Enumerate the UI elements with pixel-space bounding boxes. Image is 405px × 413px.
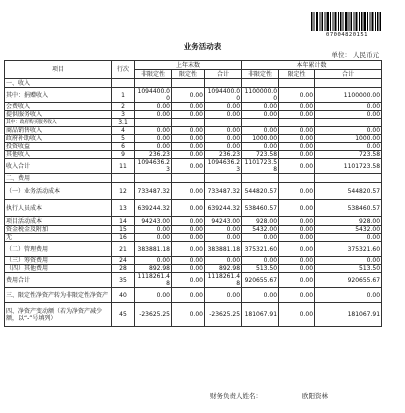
cell-prior-total: 383881.18 bbox=[205, 242, 242, 257]
cell-current-unrestricted: 513.50 bbox=[242, 265, 279, 273]
cell-prior-unrestricted: 94243.00 bbox=[135, 217, 172, 226]
table-body bbox=[5, 79, 382, 327]
cell-prior-restricted: 0.00 bbox=[172, 200, 205, 217]
cell-current-restricted: 0.00 bbox=[279, 217, 315, 226]
cell-current-total: 181067.91 bbox=[315, 303, 382, 327]
row-item-label: （一）业务活动成本 bbox=[5, 183, 112, 200]
row-item-label: 其中：捐赠收入 bbox=[5, 88, 112, 103]
row-item-label: 四、净资产变动额（若为净资产减少额，以“-”号填列） bbox=[5, 303, 112, 327]
cell-prior-restricted: 0.00 bbox=[172, 288, 205, 303]
cell-prior-unrestricted: 0.00 bbox=[135, 257, 172, 265]
cell-current-unrestricted: 1000.00 bbox=[242, 135, 279, 143]
cell-prior-unrestricted: 236.23 bbox=[135, 151, 172, 159]
row-item-label: （四）其他费用 bbox=[5, 265, 112, 273]
cell-current-restricted bbox=[279, 174, 315, 183]
row-item-label: 政府补助收入 bbox=[5, 135, 112, 143]
cell-prior-unrestricted: 1118261.48 bbox=[135, 273, 172, 288]
cell-prior-total: 892.98 bbox=[205, 265, 242, 273]
cell-prior-unrestricted bbox=[135, 174, 172, 183]
cell-current-restricted: 0.00 bbox=[279, 234, 315, 242]
header-prior-total: 合计 bbox=[205, 70, 242, 79]
cell-current-unrestricted: 928.00 bbox=[242, 217, 279, 226]
row-number: 28 bbox=[112, 265, 135, 273]
table-row bbox=[5, 103, 382, 111]
cell-prior-restricted: 0.00 bbox=[172, 217, 205, 226]
cell-prior-total: 1094400.00 bbox=[205, 88, 242, 103]
row-item-label: （二）管理费用 bbox=[5, 242, 112, 257]
cell-prior-total bbox=[205, 174, 242, 183]
cell-current-total: 544820.57 bbox=[315, 183, 382, 200]
row-number: 40 bbox=[112, 288, 135, 303]
cell-current-total: 1000.00 bbox=[315, 135, 382, 143]
cell-prior-total: -23625.25 bbox=[205, 303, 242, 327]
row-item-label: 投资收益 bbox=[5, 143, 112, 151]
cell-current-unrestricted: 0.00 bbox=[242, 234, 279, 242]
cell-current-total: 920655.67 bbox=[315, 273, 382, 288]
cell-current-total bbox=[315, 174, 382, 183]
cell-prior-total: 1094636.23 bbox=[205, 159, 242, 174]
cell-prior-total: 0.00 bbox=[205, 234, 242, 242]
cell-prior-restricted: 0.00 bbox=[172, 257, 205, 265]
cell-prior-restricted bbox=[172, 79, 205, 88]
cell-prior-total: 0.00 bbox=[205, 135, 242, 143]
cell-current-total: 538460.57 bbox=[315, 200, 382, 217]
cell-current-restricted: 0.00 bbox=[279, 135, 315, 143]
cell-prior-total: 0.00 bbox=[205, 288, 242, 303]
cell-current-unrestricted bbox=[242, 119, 279, 127]
table-row bbox=[5, 303, 382, 327]
footer bbox=[210, 391, 328, 400]
cell-current-restricted: 0.00 bbox=[279, 257, 315, 265]
cell-prior-total: 0.00 bbox=[205, 127, 242, 135]
cell-current-total: 0.00 bbox=[315, 127, 382, 135]
row-number: 9 bbox=[112, 151, 135, 159]
row-item-label: 费用合计 bbox=[5, 273, 112, 288]
cell-current-total: 0.00 bbox=[315, 103, 382, 111]
row-item-label: 三、限定性净资产转为非限定性净资产 bbox=[5, 288, 112, 303]
cell-current-total: 0.00 bbox=[315, 288, 382, 303]
cell-current-total: 1100000.00 bbox=[315, 88, 382, 103]
cell-current-unrestricted: 0.00 bbox=[242, 257, 279, 265]
cell-prior-unrestricted bbox=[135, 79, 172, 88]
cell-prior-unrestricted: 1094636.23 bbox=[135, 159, 172, 174]
cell-current-total: 0.00 bbox=[315, 143, 382, 151]
cell-prior-total bbox=[205, 79, 242, 88]
header-item: 项目 bbox=[5, 61, 112, 79]
cell-current-restricted: 0.00 bbox=[279, 127, 315, 135]
cell-current-restricted: 0.00 bbox=[279, 88, 315, 103]
row-item-label: （三）筹资费用 bbox=[5, 257, 112, 265]
cell-current-unrestricted: 5432.00 bbox=[242, 226, 279, 234]
cell-current-total: 928.00 bbox=[315, 217, 382, 226]
cell-prior-total: 0.00 bbox=[205, 103, 242, 111]
cell-prior-total: 0.00 bbox=[205, 257, 242, 265]
cell-current-restricted: 0.00 bbox=[279, 226, 315, 234]
table-row bbox=[5, 226, 382, 234]
cell-prior-restricted: 0.00 bbox=[172, 103, 205, 111]
header-prior-year: 上年末数 bbox=[135, 61, 242, 70]
row-number bbox=[112, 174, 135, 183]
table-row bbox=[5, 143, 382, 151]
cell-prior-unrestricted: 1094400.00 bbox=[135, 88, 172, 103]
row-number: 6 bbox=[112, 143, 135, 151]
table-row bbox=[5, 119, 382, 127]
table-row bbox=[5, 127, 382, 135]
table-row bbox=[5, 88, 382, 103]
cell-current-unrestricted: 538460.57 bbox=[242, 200, 279, 217]
row-number: 15 bbox=[112, 226, 135, 234]
row-number: 3 bbox=[112, 111, 135, 119]
cell-prior-restricted bbox=[172, 174, 205, 183]
cell-prior-restricted: 0.00 bbox=[172, 159, 205, 174]
row-number: 14 bbox=[112, 217, 135, 226]
cell-current-restricted: 0.00 bbox=[279, 143, 315, 151]
cell-current-unrestricted: 0.00 bbox=[242, 288, 279, 303]
cell-current-total: 0.00 bbox=[315, 234, 382, 242]
row-number: 13 bbox=[112, 200, 135, 217]
row-number: 5 bbox=[112, 135, 135, 143]
cell-current-restricted: 0.00 bbox=[279, 288, 315, 303]
cell-current-unrestricted: 1101723.58 bbox=[242, 159, 279, 174]
cell-current-restricted: 0.00 bbox=[279, 242, 315, 257]
cell-prior-unrestricted: 892.98 bbox=[135, 265, 172, 273]
table-row bbox=[5, 200, 382, 217]
row-number: 12 bbox=[112, 183, 135, 200]
barcode-image bbox=[311, 12, 381, 31]
cell-prior-unrestricted: 0.00 bbox=[135, 143, 172, 151]
header-prior-restricted: 限定性 bbox=[172, 70, 205, 79]
header-current-restricted: 限定性 bbox=[279, 70, 315, 79]
cell-current-restricted: 0.00 bbox=[279, 265, 315, 273]
cell-prior-total: 733487.32 bbox=[205, 183, 242, 200]
cell-prior-restricted: 0.00 bbox=[172, 242, 205, 257]
cell-current-total: 1101723.58 bbox=[315, 159, 382, 174]
cell-current-restricted: 0.00 bbox=[279, 273, 315, 288]
cell-current-unrestricted: 375321.60 bbox=[242, 242, 279, 257]
cell-current-unrestricted: 544820.57 bbox=[242, 183, 279, 200]
row-item-label: 无 bbox=[5, 234, 112, 242]
cell-current-restricted: 0.00 bbox=[279, 303, 315, 327]
row-item-label: 其他收入 bbox=[5, 151, 112, 159]
cell-prior-unrestricted: 0.00 bbox=[135, 103, 172, 111]
cell-current-unrestricted: 181067.91 bbox=[242, 303, 279, 327]
cell-current-unrestricted: 0.00 bbox=[242, 143, 279, 151]
cell-current-unrestricted: 0.00 bbox=[242, 111, 279, 119]
unit-value: 人民币元 bbox=[353, 51, 379, 59]
table-row bbox=[5, 111, 382, 119]
table-row bbox=[5, 234, 382, 242]
table-row bbox=[5, 79, 382, 88]
header-current-unrestricted: 非限定性 bbox=[242, 70, 279, 79]
row-number: 45 bbox=[112, 303, 135, 327]
table-row bbox=[5, 135, 382, 143]
currency-unit bbox=[330, 50, 380, 59]
cell-current-total bbox=[315, 79, 382, 88]
cell-prior-restricted: 0.00 bbox=[172, 88, 205, 103]
unit-label: 单位： bbox=[331, 51, 351, 59]
cell-prior-unrestricted: 639244.32 bbox=[135, 200, 172, 217]
row-item-label: 商品销售收入 bbox=[5, 127, 112, 135]
table-row bbox=[5, 242, 382, 257]
row-number: 4 bbox=[112, 127, 135, 135]
signature-name: 欧阳资林 bbox=[302, 392, 328, 400]
cell-prior-unrestricted: 0.00 bbox=[135, 135, 172, 143]
table-row bbox=[5, 217, 382, 226]
cell-prior-restricted: 0.00 bbox=[172, 143, 205, 151]
cell-current-unrestricted bbox=[242, 174, 279, 183]
row-number: 1 bbox=[112, 88, 135, 103]
header-row-no: 行次 bbox=[112, 61, 135, 79]
cell-prior-unrestricted: -23625.25 bbox=[135, 303, 172, 327]
row-number: 21 bbox=[112, 242, 135, 257]
cell-prior-total: 0.00 bbox=[205, 143, 242, 151]
table-row bbox=[5, 174, 382, 183]
cell-prior-restricted: 0.00 bbox=[172, 303, 205, 327]
cell-prior-restricted: 0.00 bbox=[172, 265, 205, 273]
cell-current-total bbox=[315, 119, 382, 127]
row-number: 3.1 bbox=[112, 119, 135, 127]
cell-prior-restricted: 0.00 bbox=[172, 183, 205, 200]
cell-prior-unrestricted: 0.00 bbox=[135, 288, 172, 303]
row-number: 24 bbox=[112, 257, 135, 265]
cell-prior-total: 0.00 bbox=[205, 111, 242, 119]
row-number: 11 bbox=[112, 159, 135, 174]
cell-prior-total: 0.00 bbox=[205, 226, 242, 234]
cell-current-restricted: 0.00 bbox=[279, 103, 315, 111]
cell-prior-restricted: 0.00 bbox=[172, 111, 205, 119]
cell-current-total: 513.50 bbox=[315, 265, 382, 273]
cell-current-total: 5432.00 bbox=[315, 226, 382, 234]
header-prior-unrestricted: 非限定性 bbox=[135, 70, 172, 79]
cell-current-restricted bbox=[279, 119, 315, 127]
cell-prior-total: 639244.32 bbox=[205, 200, 242, 217]
cell-current-restricted: 0.00 bbox=[279, 200, 315, 217]
cell-prior-unrestricted: 0.00 bbox=[135, 226, 172, 234]
cell-prior-restricted bbox=[172, 119, 205, 127]
table-row bbox=[5, 151, 382, 159]
cell-current-unrestricted: 1100000.00 bbox=[242, 88, 279, 103]
cell-prior-total: 1118261.48 bbox=[205, 273, 242, 288]
cell-current-restricted: 0.00 bbox=[279, 183, 315, 200]
cell-current-restricted bbox=[279, 79, 315, 88]
cell-current-unrestricted: 723.58 bbox=[242, 151, 279, 159]
footer-label: 财务负责人姓名： bbox=[210, 392, 262, 400]
row-number: 16 bbox=[112, 234, 135, 242]
cell-current-total: 0.00 bbox=[315, 257, 382, 265]
cell-current-total: 375321.60 bbox=[315, 242, 382, 257]
row-item-label: 其中：政府购买服务收入 bbox=[5, 119, 112, 127]
cell-current-unrestricted: 0.00 bbox=[242, 103, 279, 111]
cell-prior-total bbox=[205, 119, 242, 127]
cell-prior-restricted: 0.00 bbox=[172, 151, 205, 159]
table-row bbox=[5, 288, 382, 303]
cell-current-total: 0.00 bbox=[315, 111, 382, 119]
row-number bbox=[112, 79, 135, 88]
table-row bbox=[5, 183, 382, 200]
activity-statement-table bbox=[4, 60, 382, 327]
barcode-number: 07004820151 bbox=[326, 32, 368, 38]
header-current-year: 本年累计数 bbox=[242, 61, 382, 70]
cell-prior-restricted: 0.00 bbox=[172, 226, 205, 234]
table-row bbox=[5, 257, 382, 265]
cell-current-restricted: 0.00 bbox=[279, 151, 315, 159]
row-number: 2 bbox=[112, 103, 135, 111]
cell-prior-unrestricted: 383881.18 bbox=[135, 242, 172, 257]
cell-prior-restricted: 0.00 bbox=[172, 135, 205, 143]
cell-current-total: 723.58 bbox=[315, 151, 382, 159]
document-title: 业务活动表 bbox=[183, 42, 222, 51]
row-item-label: 会费收入 bbox=[5, 103, 112, 111]
cell-prior-unrestricted bbox=[135, 119, 172, 127]
row-item-label: 收入合计 bbox=[5, 159, 112, 174]
cell-current-restricted: 0.00 bbox=[279, 111, 315, 119]
row-item-label: 执行人员成本 bbox=[5, 200, 112, 217]
cell-prior-unrestricted: 0.00 bbox=[135, 127, 172, 135]
row-item-label: 资金税金及附加 bbox=[5, 226, 112, 234]
cell-prior-unrestricted: 733487.32 bbox=[135, 183, 172, 200]
cell-current-unrestricted bbox=[242, 79, 279, 88]
cell-prior-unrestricted: 0.00 bbox=[135, 111, 172, 119]
cell-prior-total: 94243.00 bbox=[205, 217, 242, 226]
cell-prior-restricted: 0.00 bbox=[172, 127, 205, 135]
cell-prior-restricted: 0.00 bbox=[172, 273, 205, 288]
table-row bbox=[5, 159, 382, 174]
cell-prior-total: 236.23 bbox=[205, 151, 242, 159]
cell-current-unrestricted: 0.00 bbox=[242, 127, 279, 135]
cell-prior-unrestricted: 0.00 bbox=[135, 234, 172, 242]
row-number: 35 bbox=[112, 273, 135, 288]
cell-prior-restricted: 0.00 bbox=[172, 234, 205, 242]
header-current-total: 合计 bbox=[315, 70, 382, 79]
row-item-label: 项目活动成本 bbox=[5, 217, 112, 226]
row-item-label: 二、费用 bbox=[5, 174, 112, 183]
cell-current-restricted: 0.00 bbox=[279, 159, 315, 174]
table-row bbox=[5, 273, 382, 288]
row-item-label: 一、收入 bbox=[5, 79, 112, 88]
cell-current-unrestricted: 920655.67 bbox=[242, 273, 279, 288]
row-item-label: 提供服务收入 bbox=[5, 111, 112, 119]
table-row bbox=[5, 265, 382, 273]
